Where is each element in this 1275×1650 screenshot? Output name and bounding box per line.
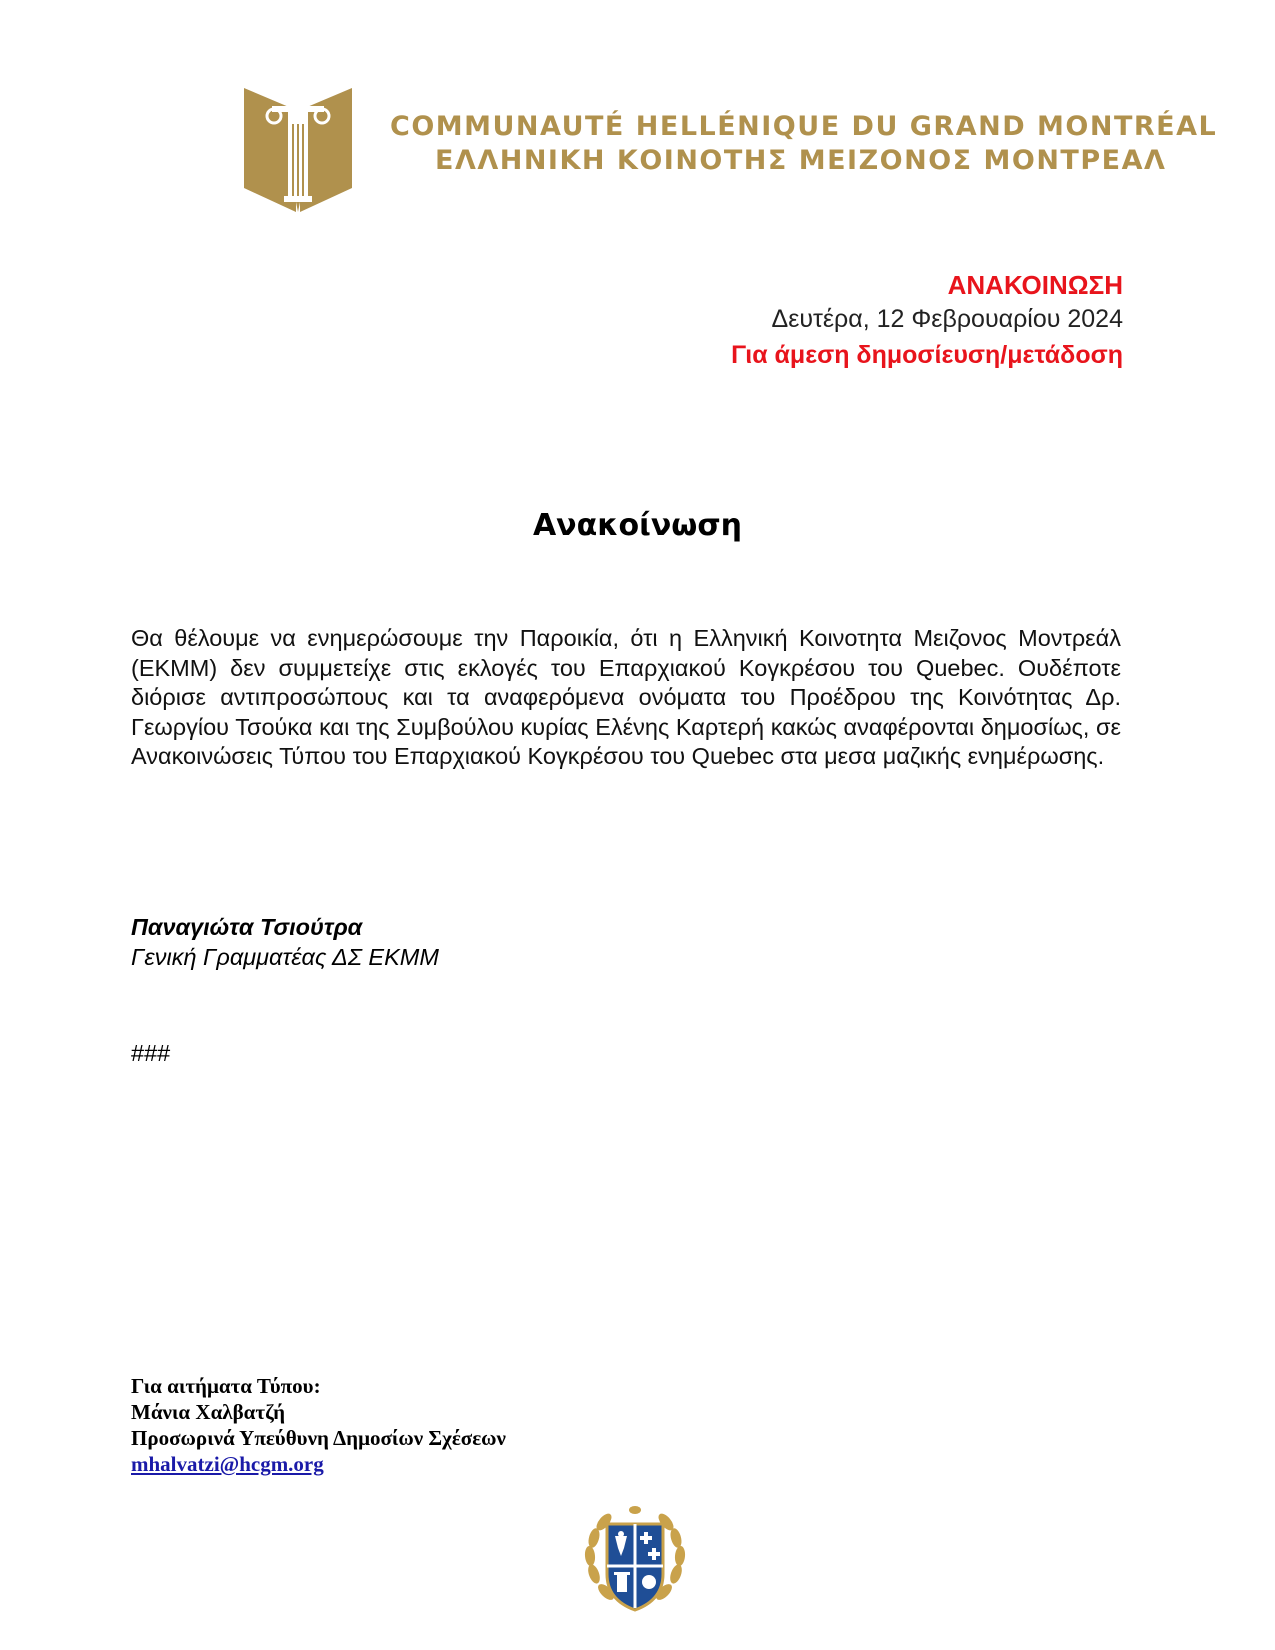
press-contact-name: Μάνια Χαλβατζή (131, 1400, 286, 1424)
release-instruction: Για άμεση δημοσίευση/μετάδοση (731, 341, 1123, 369)
organization-name-french: COMMUNAUTÉ HELLÉNIQUE DU GRAND MONTRÉAL (390, 111, 1218, 142)
organization-name-greek: ΕΛΛΗΝΙΚΗ ΚΟΙΝΟΤΗΣ ΜΕΙΖΟΝΟΣ ΜΟΝΤΡΕΑΛ (435, 145, 1167, 176)
end-marker: ### (131, 1040, 171, 1066)
page-title: Ανακοίνωση (532, 508, 743, 543)
signature-role: Γενική Γραμματέας ΔΣ ΕΚΜΜ (131, 944, 439, 970)
release-date: Δευτέρα, 12 Φεβρουαρίου 2024 (771, 305, 1123, 333)
announcement-label: ΑΝΑΚΟΙΝΩΣΗ (947, 270, 1123, 300)
press-contact-email-link[interactable]: mhalvatzi@hcgm.org (131, 1452, 324, 1476)
organization-name (390, 110, 1217, 178)
press-contact-title: Προσωρινά Υπεύθυνη Δημοσίων Σχέσεων (131, 1426, 506, 1450)
hcgm-logo-icon (244, 88, 352, 212)
press-contact (131, 1373, 506, 1477)
body-paragraph: Θα θέλουμε να ενημερώσουμε την Παροικία, ότι η Ελληνική Κοινοτητα Μειζονος Μοντρεάλ (ΕΚΜΜ) δεν συμμετείχε στις εκλογές του Επαρχιακού Κογκρέσου του Quebec. Ουδέποτε διόρισε αντιπροσώπους και τα αναφερόμενα ονόματα του Προέδρου της Κοινότητας Δρ. Γεωργίου Τσούκα και της Συμβούλου κυρίας Ελένης Καρτερή κακώς αναφέρονται δημοσίως, σε Ανακοινώσεις Τύπου του Επαρχιακού Κογκρέσου του Quebec στα μεσα μαζικής ενημέρωσης. (131, 625, 1121, 769)
community-seal-icon (582, 1504, 688, 1620)
signature-name: Παναγιώτα Τσιούτρα (131, 914, 363, 940)
press-contact-heading: Για αιτήματα Τύπου: (131, 1374, 321, 1398)
release-heading-block (731, 268, 1123, 374)
